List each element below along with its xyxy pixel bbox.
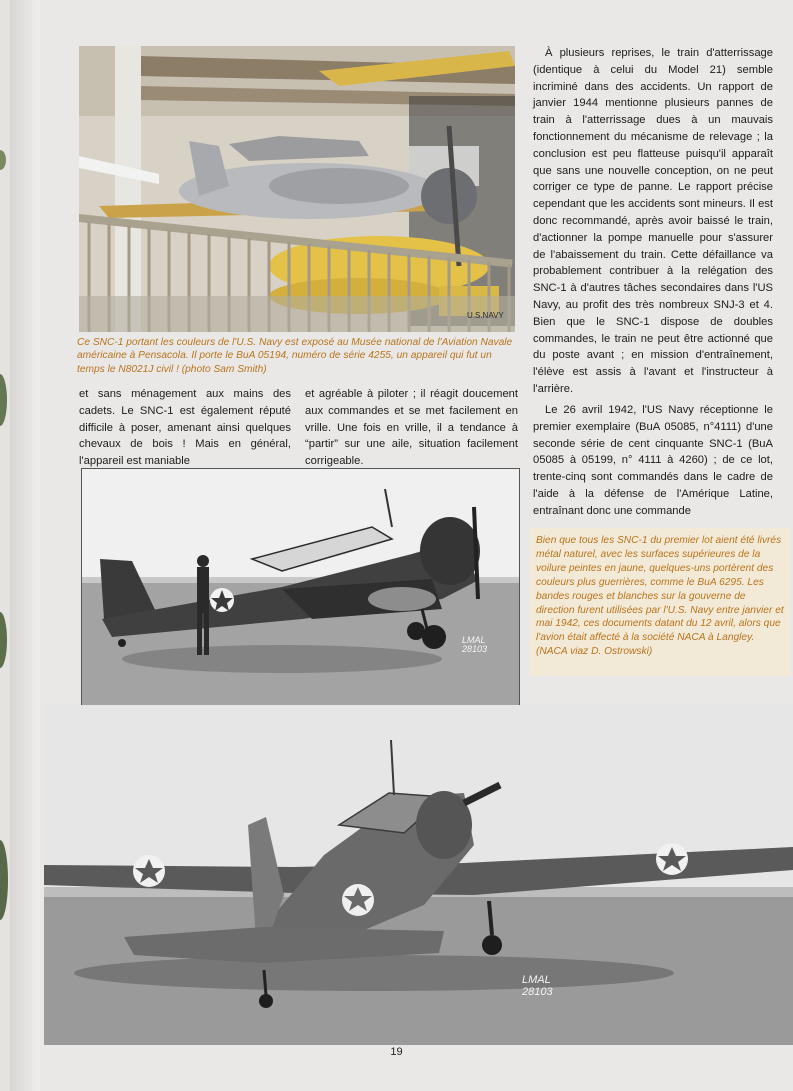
negative-mark-line-2: 28103: [462, 644, 488, 654]
previous-page-edge: [0, 0, 10, 1091]
negative-mark-line-1: LMAL: [462, 635, 486, 645]
negative-mark-line-1: LMAL: [522, 974, 551, 986]
body-column-middle: et agréable à piloter ; il réagit doucement aux commandes et se met facilement en vrille. Une fois en vrille, il a tendance à “partir” sur une aile, situation facilement corrigeable.: [305, 388, 518, 468]
aircraft-rear-view-photo: [44, 705, 793, 1045]
body-column-right-paragraph-1: À plusieurs reprises, le train d'atterrissage (identique à celui du Model 21) semble incriminé dans des accidents. Un rapport de janvier 1944 mentionne plusieurs pannes de train à l'atterrissage dues à un mauvais fonctionnement du mécanisme de relevage ; la conclusion est peu flatteuse puisqu'il apparaît que sans une nouvelle conception, on ne peut corriger ce type de panne. Le rapport précise cependant que les accidents sont mineurs. Il est donc recommandé, après avoir baissé le train, d'actionner la pompe manuelle pour s'assurer de l'abaissement du train. Cette défaillance va probablement contribuer à la relégation des SNC-1 à d'autres tâches secondaires dans l'US Navy, au profit des très nombreux SNJ-3 et 4. Bien que le SNC-1 dispose de doubles commandes, le train ne peut être actionné que du poste avant ; en mission d'entraînement, l'élève est assis à l'avant et l'instructeur à l'arrière.: [533, 47, 773, 395]
museum-aircraft-photo: [79, 46, 515, 332]
top-photo-caption: Ce SNC-1 portant les couleurs de l'U.S. Navy est exposé au Musée national de l'Aviation Navale américaine à Pensacola. Il porte le BuA 05194, numéro de série 4255, un appareil qui fut un temps le N8021J civil ! (photo Sam Smith): [77, 337, 513, 375]
body-column-right-paragraph-2: Le 26 avril 1942, l'US Navy réceptionne le premier exemplaire (BuA 05085, n°4111) d'une seconde série de cent cinquante SNC-1 (BuA 05085 à 05199, n° 4111 à 4260) ; de ce lot, trente-cinq sont commandés dans le cadre de l'aide à la défense de l'Amérique Latine, entraînant donc une commande: [533, 404, 773, 517]
aircraft-side-view-photo: [81, 468, 520, 724]
page-number: 19: [390, 1046, 403, 1058]
side-photo-caption-box: [530, 528, 790, 676]
side-photo-caption: Bien que tous les SNC-1 du premier lot aient été livrés métal naturel, avec les surfaces supérieures de la voilure peintes en jaune, quelques-uns portèrent des couleurs plus guerrières, comme le BuA 6295. Les bandes rouges et blanches sur la gouverne de direction furent utilisées par l'U.S. Navy entre janvier et mai 1942, ces documents datant du 12 avril, alors que l'avion était affecté à la société NACA à Langley. (NACA viaz D. Ostrowski): [536, 535, 784, 658]
negative-mark-line-2: 28103: [522, 986, 553, 998]
body-column-left: et sans ménagement aux mains des cadets. Le SNC-1 est également réputé difficile à poser, amenant ainsi quelques chevaux de bois ! Mais en général, l'appareil est maniable: [79, 388, 291, 468]
tail-marking-text: U.S.NAVY: [467, 311, 504, 320]
